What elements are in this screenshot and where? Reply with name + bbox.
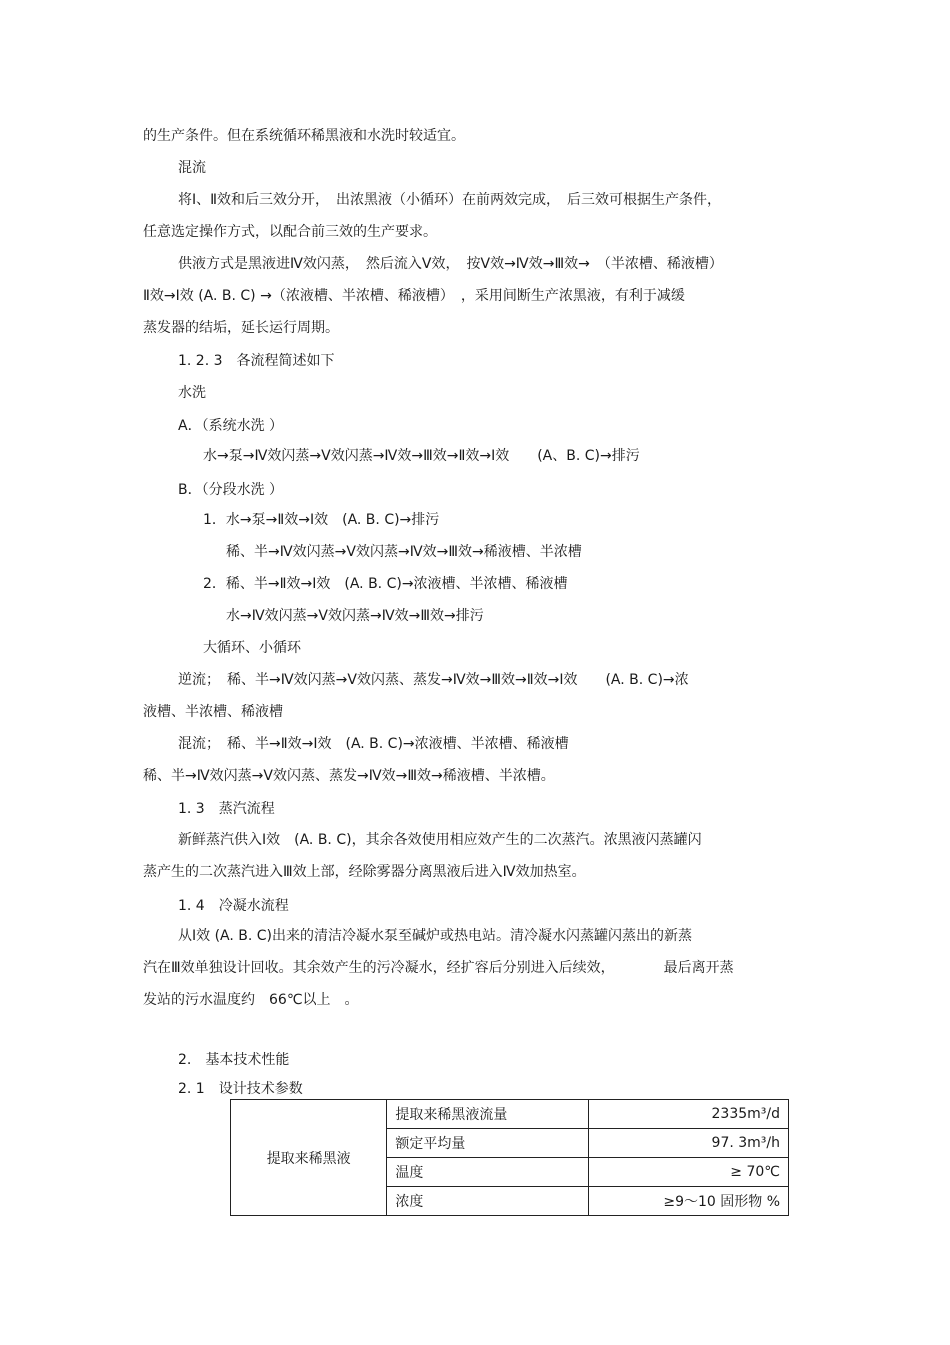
- text-line: 稀、半→Ⅳ效闪蒸→Ⅴ效闪蒸、蒸发→Ⅳ效→Ⅲ效→稀液槽、半浓槽。: [143, 768, 555, 784]
- text-line: 混流； 稀、半→Ⅱ效→Ⅰ效 (A. B. C)→浓液槽、半浓槽、稀液槽: [178, 736, 569, 752]
- text-line: 汽在Ⅲ效单独设计回收。其余效产生的污冷凝水，经扩容后分别进入后续效， 最后离开蒸: [143, 960, 734, 976]
- text-line: 大循环、小循环: [203, 640, 301, 656]
- text-line: 水→Ⅳ效闪蒸→Ⅴ效闪蒸→Ⅳ效→Ⅲ效→排污: [226, 608, 484, 624]
- section-heading: 2. 基本技术性能: [178, 1052, 290, 1068]
- param-name: 浓度: [387, 1187, 588, 1216]
- text-line: 逆流； 稀、半→Ⅳ效闪蒸→Ⅴ效闪蒸、蒸发→Ⅳ效→Ⅲ效→Ⅱ效→Ⅰ效 (A. B. C)→浓: [178, 672, 689, 688]
- param-name: 温度: [387, 1158, 588, 1187]
- text-line: A．（系统水洗 ）: [178, 418, 284, 434]
- text-line: 2．稀、半→Ⅱ效→Ⅰ效 (A. B. C)→浓液槽、半浓槽、稀液槽: [203, 576, 568, 592]
- text-line: 水洗: [178, 385, 206, 401]
- text-line: 从Ⅰ效 (A. B. C)出来的清洁冷凝水泵至碱炉或热电站。清冷凝水闪蒸罐闪蒸出的新蒸: [178, 928, 693, 944]
- text-line: 新鲜蒸汽供入Ⅰ效 (A. B. C)，其余各效使用相应效产生的二次蒸汽。浓黑液闪蒸罐闪: [178, 832, 702, 848]
- section-heading: 1. 4 冷凝水流程: [178, 898, 289, 914]
- text-line: 发站的污水温度约 66℃以上 。: [143, 992, 359, 1008]
- param-value: ≥ 70℃: [588, 1158, 788, 1187]
- text-line: 液槽、半浓槽、稀液槽: [143, 704, 283, 720]
- table-row: [231, 1100, 789, 1129]
- text-line: 蒸产生的二次蒸汽进入Ⅲ效上部，经除雾器分离黑液后进入Ⅳ效加热室。: [143, 864, 586, 880]
- text-line: Ⅱ效→Ⅰ效 (A. B. C) →（浓液槽、半浓槽、稀液槽） ，采用间断生产浓黑液，有利于减缓: [143, 288, 685, 304]
- param-value: 2335m³/d: [588, 1100, 788, 1129]
- text-line: 水→泵→Ⅳ效闪蒸→Ⅴ效闪蒸→Ⅳ效→Ⅲ效→Ⅱ效→Ⅰ效 (A、B. C)→排污: [203, 448, 640, 464]
- text-line: 将Ⅰ、Ⅱ效和后三效分开， 出浓黑液（小循环）在前两效完成， 后三效可根据生产条件，: [178, 192, 722, 208]
- param-name: 额定平均量: [387, 1129, 588, 1158]
- text-line: B．（分段水洗 ）: [178, 482, 284, 498]
- text-line: 任意选定操作方式，以配合前三效的生产要求。: [143, 224, 437, 240]
- section-heading: 1. 2. 3 各流程简述如下: [178, 353, 335, 369]
- param-value: ≥9～10 固形物 %: [588, 1187, 788, 1216]
- param-value: 97. 3m³/h: [588, 1129, 788, 1158]
- text-line: 稀、半→Ⅳ效闪蒸→Ⅴ效闪蒸→Ⅳ效→Ⅲ效→稀液槽、半浓槽: [226, 544, 582, 560]
- param-name: 提取来稀黑液流量: [387, 1100, 588, 1129]
- text-line: 1．水→泵→Ⅱ效→Ⅰ效 (A. B. C)→排污: [203, 512, 440, 528]
- section-heading: 1. 3 蒸汽流程: [178, 801, 275, 817]
- text-line: 的生产条件。但在系统循环稀黑液和水洗时较适宜。: [143, 128, 465, 144]
- design-parameters-table: [230, 1099, 789, 1216]
- text-line: 混流: [178, 160, 206, 176]
- text-line: 蒸发器的结垢，延长运行周期。: [143, 320, 339, 336]
- table-group-label: 提取来稀黑液: [231, 1100, 387, 1216]
- text-line: 供液方式是黑液进Ⅳ效闪蒸， 然后流入Ⅴ效， 按Ⅴ效→Ⅳ效→Ⅲ效→ （半浓槽、稀液槽）: [178, 256, 723, 272]
- section-heading: 2. 1 设计技术参数: [178, 1081, 303, 1097]
